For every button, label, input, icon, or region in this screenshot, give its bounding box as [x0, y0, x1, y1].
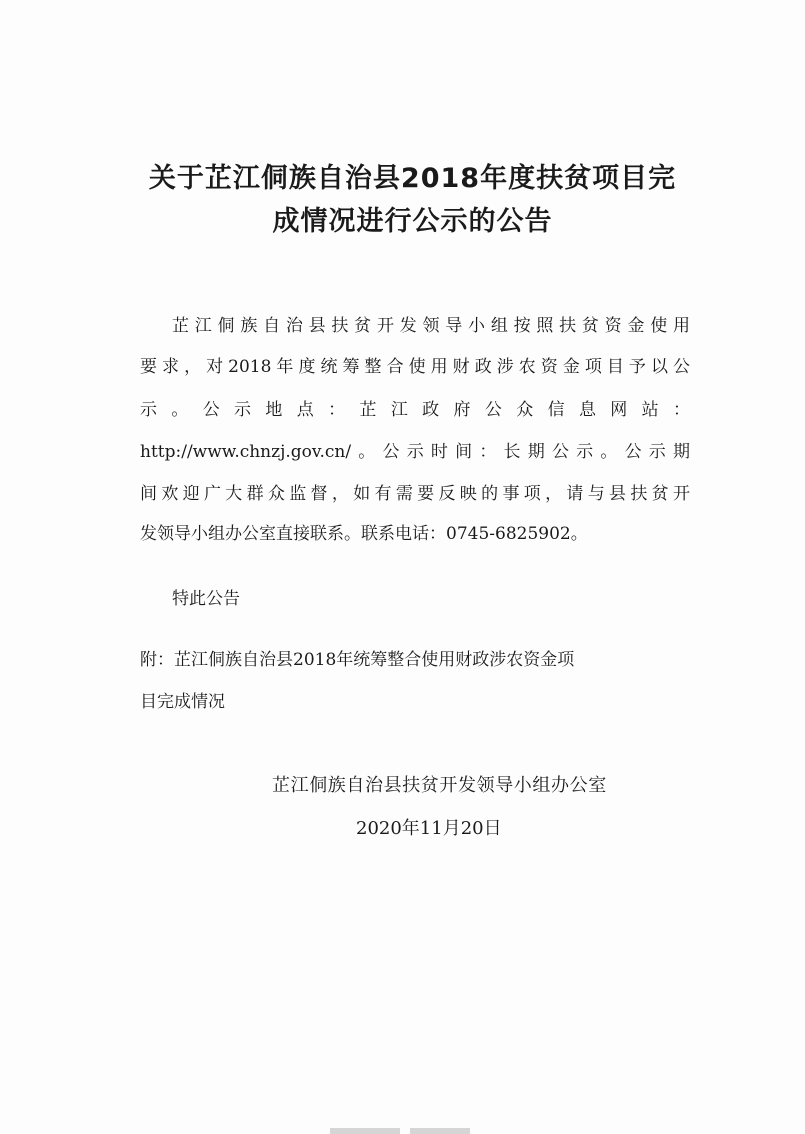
heading-second-line: 成情况进行公示的公告 [272, 206, 553, 237]
paragraph-line: 间欢迎广大群众监督，如有需要反映的事项，请与县扶贫开 [140, 484, 690, 504]
heading-first-line: 关于芷江侗族自治县2018年度扶贫项目完 [148, 163, 677, 194]
appendix-second-line: 目完成情况 [140, 692, 225, 712]
issue-date: 2020年11月20日 [356, 818, 502, 839]
paragraph-line: http://www.chnzj.gov.cn/。公示时间：长期公示。公示期 [140, 442, 690, 462]
paragraph-line: 芷江侗族自治县扶贫开发领导小组按照扶贫资金使用 [172, 316, 690, 336]
scan-edge-mark [330, 1128, 400, 1134]
scan-edge-mark [410, 1128, 470, 1134]
appendix-first-line: 附：芷江侗族自治县2018年统筹整合使用财政涉农资金项 [140, 650, 575, 670]
paragraph-line: 要求，对2018年度统筹整合使用财政涉农资金项目予以公 [140, 357, 690, 377]
paragraph-line: 发领导小组办公室直接联系。联系电话：0745-6825902。 [140, 524, 588, 544]
signer-office: 芷江侗族自治县扶贫开发领导小组办公室 [272, 775, 607, 796]
closing-remark: 特此公告 [172, 589, 240, 609]
paragraph-line: 示。公示地点：芷江政府公众信息网站： [140, 400, 690, 420]
